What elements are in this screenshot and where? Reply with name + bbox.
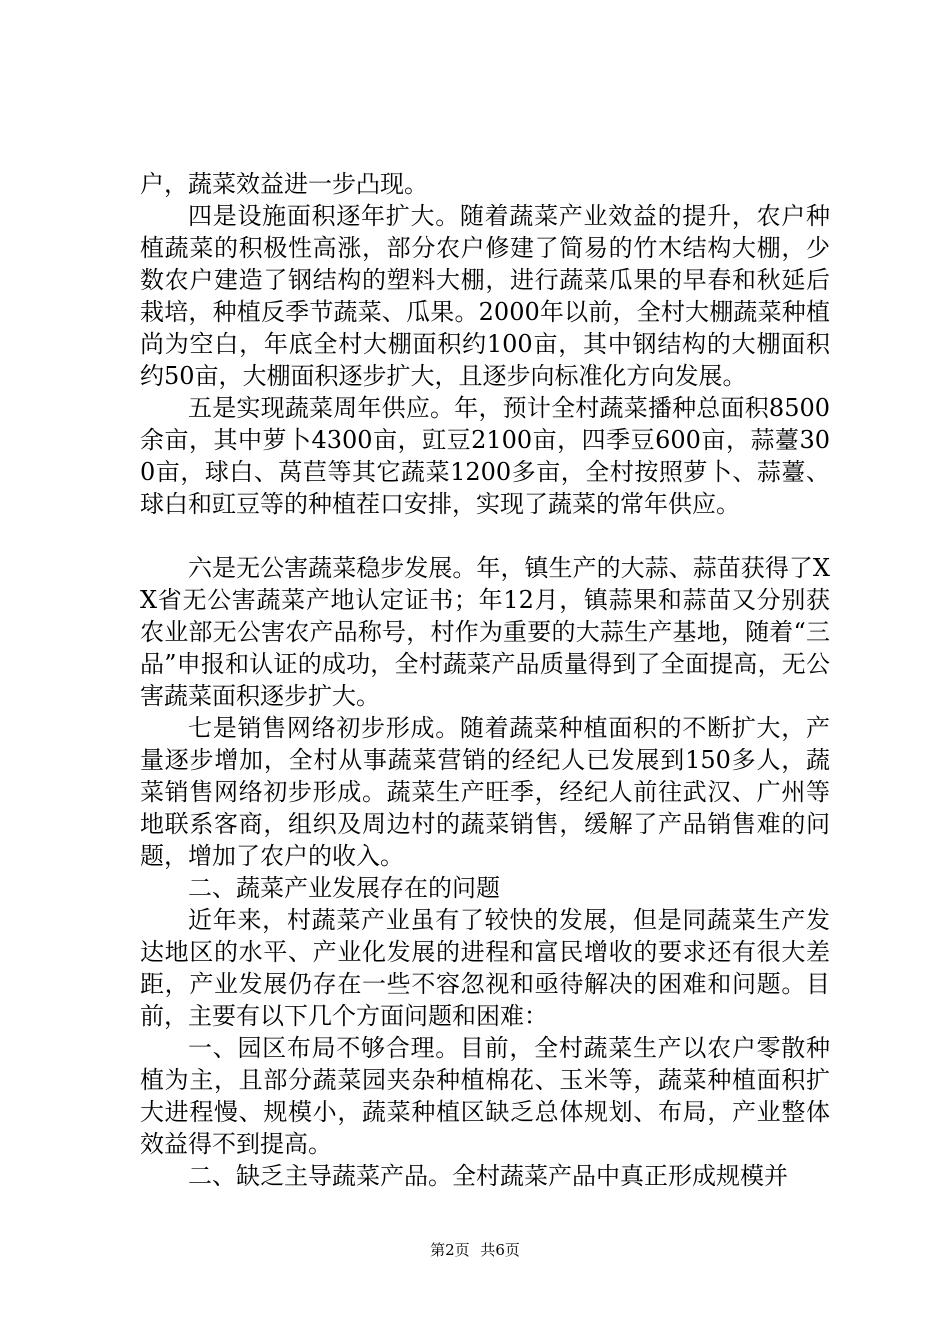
page-number-current: 第2页 — [430, 1241, 470, 1259]
page-footer — [0, 1240, 950, 1260]
page-number-total: 共6页 — [480, 1241, 520, 1259]
paragraph-facility-area: 四是设施面积逐年扩大。随着蔬菜产业效益的提升，农户种植蔬菜的积极性高涨，部分农户修建了简易的竹木结构大棚，少数农户建造了钢结构的塑料大棚，进行蔬菜瓜果的早春和秋延后栽培，种植反季节蔬菜、瓜果。2000年以前，全村大棚蔬菜种植尚为空白，年底全村大棚面积约100亩，其中钢结构的大棚面积约50亩，大棚面积逐步扩大，且逐步向标准化方向发展。 — [140, 202, 830, 390]
paragraph-continuation: 户，蔬菜效益进一步凸现。 — [140, 170, 428, 198]
paragraph-pollution-free: 六是无公害蔬菜稳步发展。年，镇生产的大蒜、蒜苗获得了XX省无公害蔬菜产地认定证书；年12月，镇蒜果和蒜苗又分别获农业部无公害农产品称号，村作为重要的大蒜生产基地，随着“三品”申报和认证的成功，全村蔬菜产品质量得到了全面提高，无公害蔬菜面积逐步扩大。 — [140, 554, 830, 710]
paragraph-problems-intro: 近年来，村蔬菜产业虽有了较快的发展，但是同蔬菜生产发达地区的水平、产业化发展的进程和富民增收的要求还有很大差距，产业发展仍存在一些不容忽视和亟待解决的困难和问题。目前，主要有以下几个方面问题和困难： — [140, 906, 830, 1030]
paragraph-year-round-supply: 五是实现蔬菜周年供应。年，预计全村蔬菜播种总面积8500余亩，其中萝卜4300亩，豇豆2100亩，四季豆600亩，蒜薹300亩，球白、莴苣等其它蔬菜1200多亩，全村按照萝卜、蒜薹、球白和豇豆等的种植茬口安排，实现了蔬菜的常年供应。 — [140, 394, 830, 518]
paragraph-layout-problem: 一、园区布局不够合理。目前，全村蔬菜生产以农户零散种植为主，且部分蔬菜园夹杂种植棉花、玉米等，蔬菜种植面积扩大进程慢、规模小，蔬菜种植区缺乏总体规划、布局，产业整体效益得不到提高。 — [140, 1034, 830, 1158]
paragraph-sales-network: 七是销售网络初步形成。随着蔬菜种植面积的不断扩大，产量逐步增加，全村从事蔬菜营销的经纪人已发展到150多人，蔬菜销售网络初步形成。蔬菜生产旺季，经纪人前往武汉、广州等地联系客商，组织及周边村的蔬菜销售，缓解了产品销售难的问题，增加了农户的收入。 — [140, 714, 830, 870]
paragraph-lack-leading-product: 二、缺乏主导蔬菜产品。全村蔬菜产品中真正形成规模并 — [188, 1162, 788, 1190]
document-body — [140, 168, 830, 1192]
section-heading-problems: 二、蔬菜产业发展存在的问题 — [188, 874, 500, 902]
